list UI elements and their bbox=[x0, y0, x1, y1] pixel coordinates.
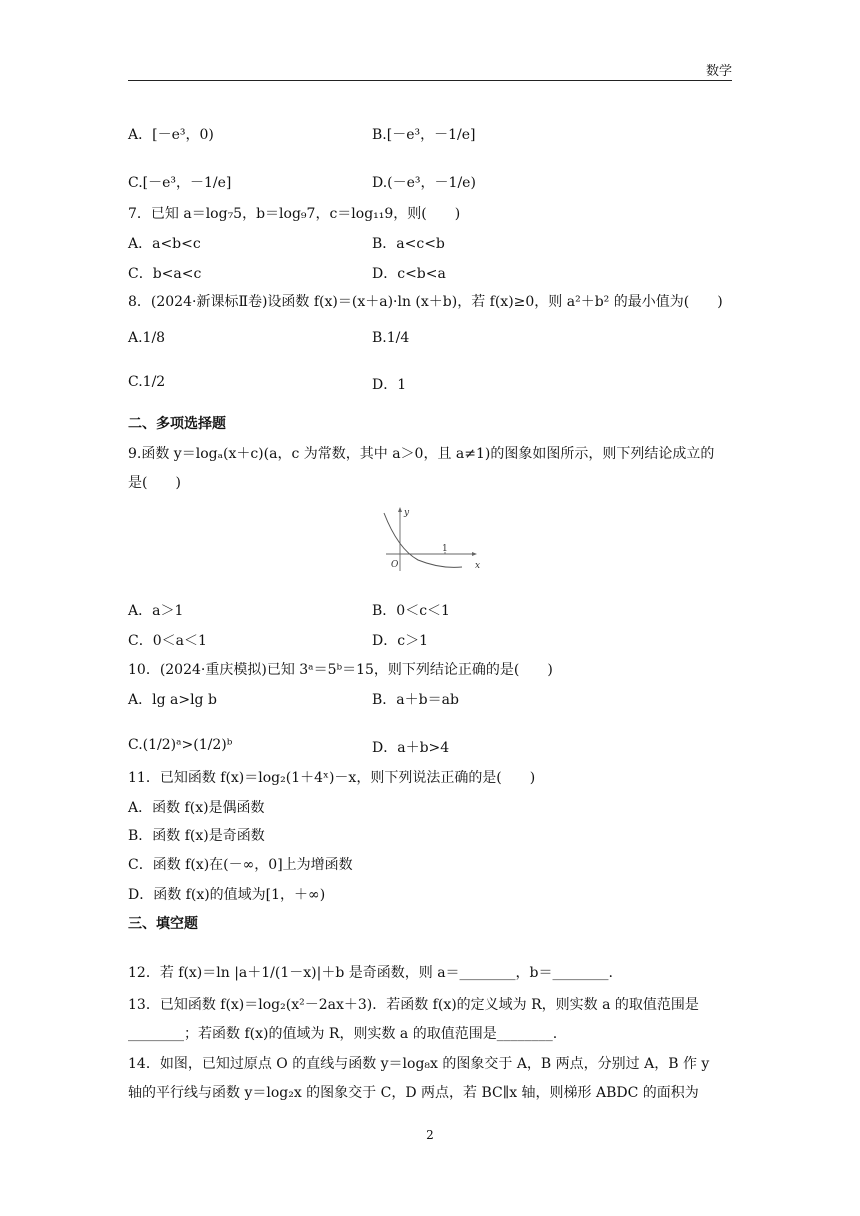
section-heading: 三、填空题 bbox=[128, 916, 198, 932]
text-line: D．a＋b>4 bbox=[372, 740, 450, 756]
text-line: A．[－e³，0) bbox=[128, 127, 214, 143]
text-line: 10．(2024·重庆模拟)已知 3ᵃ＝5ᵇ＝15，则下列结论正确的是( ) bbox=[128, 662, 553, 678]
text-line: B.1/4 bbox=[372, 330, 410, 346]
x-axis-label: x bbox=[475, 561, 481, 571]
text-line: 12．若 f(x)＝ln |a＋1/(1－x)|＋b 是奇函数，则 a＝________，b＝________. bbox=[128, 965, 613, 981]
text-line: A．lg a>lg b bbox=[128, 692, 217, 708]
text-line: A.1/8 bbox=[128, 330, 166, 346]
text-line: A．a<b<c bbox=[128, 236, 201, 252]
text-line: B．a＋b＝ab bbox=[372, 692, 459, 708]
text-line: D．c＞1 bbox=[372, 633, 428, 649]
text-line: 14．如图，已知过原点 O 的直线与函数 y＝log₈x 的图象交于 A，B 两点，分别过 A，B 作 y bbox=[128, 1056, 710, 1072]
text-line: B．0＜c＜1 bbox=[372, 603, 450, 619]
text-line: B．函数 f(x)是奇函数 bbox=[128, 828, 265, 844]
tick-label: 1 bbox=[442, 544, 448, 554]
text-line: C．函数 f(x)在(－∞，0]上为增函数 bbox=[128, 857, 353, 873]
x-axis-arrow bbox=[472, 552, 477, 556]
text-line: D.(－e³，－1/e) bbox=[372, 175, 476, 191]
text-line: 8．(2024·新课标Ⅱ卷)设函数 f(x)＝(x＋a)·ln (x＋b)，若 f(x)≥0，则 a²＋b² 的最小值为( ) bbox=[128, 294, 723, 310]
text-line: 轴的平行线与函数 y＝log₂x 的图象交于 C，D 两点，若 BC∥x 轴，则梯形 ABDC 的面积为 bbox=[128, 1085, 699, 1101]
section-heading: 二、多项选择题 bbox=[128, 416, 226, 432]
function-graph-figure bbox=[378, 505, 483, 575]
text-line: 13．已知函数 f(x)＝log₂(x²－2ax＋3)．若函数 f(x)的定义域为 R，则实数 a 的取值范围是 bbox=[128, 997, 699, 1013]
text-line: A．函数 f(x)是偶函数 bbox=[128, 800, 265, 816]
page-number: 2 bbox=[426, 1128, 434, 1142]
text-line: A．a＞1 bbox=[128, 603, 184, 619]
text-line: 9.函数 y＝logₐ(x＋c)(a，c 为常数，其中 a＞0，且 a≠1)的图象如图所示，则下列结论成立的 bbox=[128, 446, 715, 462]
text-line: B.[－e³，－1/e] bbox=[372, 127, 476, 143]
origin-label: O bbox=[391, 560, 399, 570]
text-line: 7．已知 a＝log₇5，b＝log₉7，c＝log₁₁9，则( ) bbox=[128, 206, 461, 222]
y-axis-arrow bbox=[398, 507, 402, 512]
text-line: 11．已知函数 f(x)＝log₂(1＋4ˣ)－x，则下列说法正确的是( ) bbox=[128, 770, 536, 786]
text-line: C.(1/2)ᵃ>(1/2)ᵇ bbox=[128, 737, 233, 753]
text-line: D．c<b<a bbox=[372, 266, 446, 282]
header-subject: 数学 bbox=[705, 64, 732, 79]
text-line: C.1/2 bbox=[128, 374, 166, 390]
page-header bbox=[128, 62, 732, 81]
text-line: 是( ) bbox=[128, 475, 181, 491]
y-axis-label: y bbox=[404, 508, 410, 518]
text-line: C．b<a<c bbox=[128, 266, 202, 282]
text-line: D．1 bbox=[372, 377, 407, 393]
text-line: C．0＜a＜1 bbox=[128, 633, 207, 649]
text-line: D．函数 f(x)的值域为[1，＋∞) bbox=[128, 887, 326, 903]
text-line: B．a<c<b bbox=[372, 236, 445, 252]
text-line: C.[－e³，－1/e] bbox=[128, 175, 232, 191]
text-line: ________；若函数 f(x)的值域为 R，则实数 a 的取值范围是________. bbox=[128, 1026, 558, 1042]
